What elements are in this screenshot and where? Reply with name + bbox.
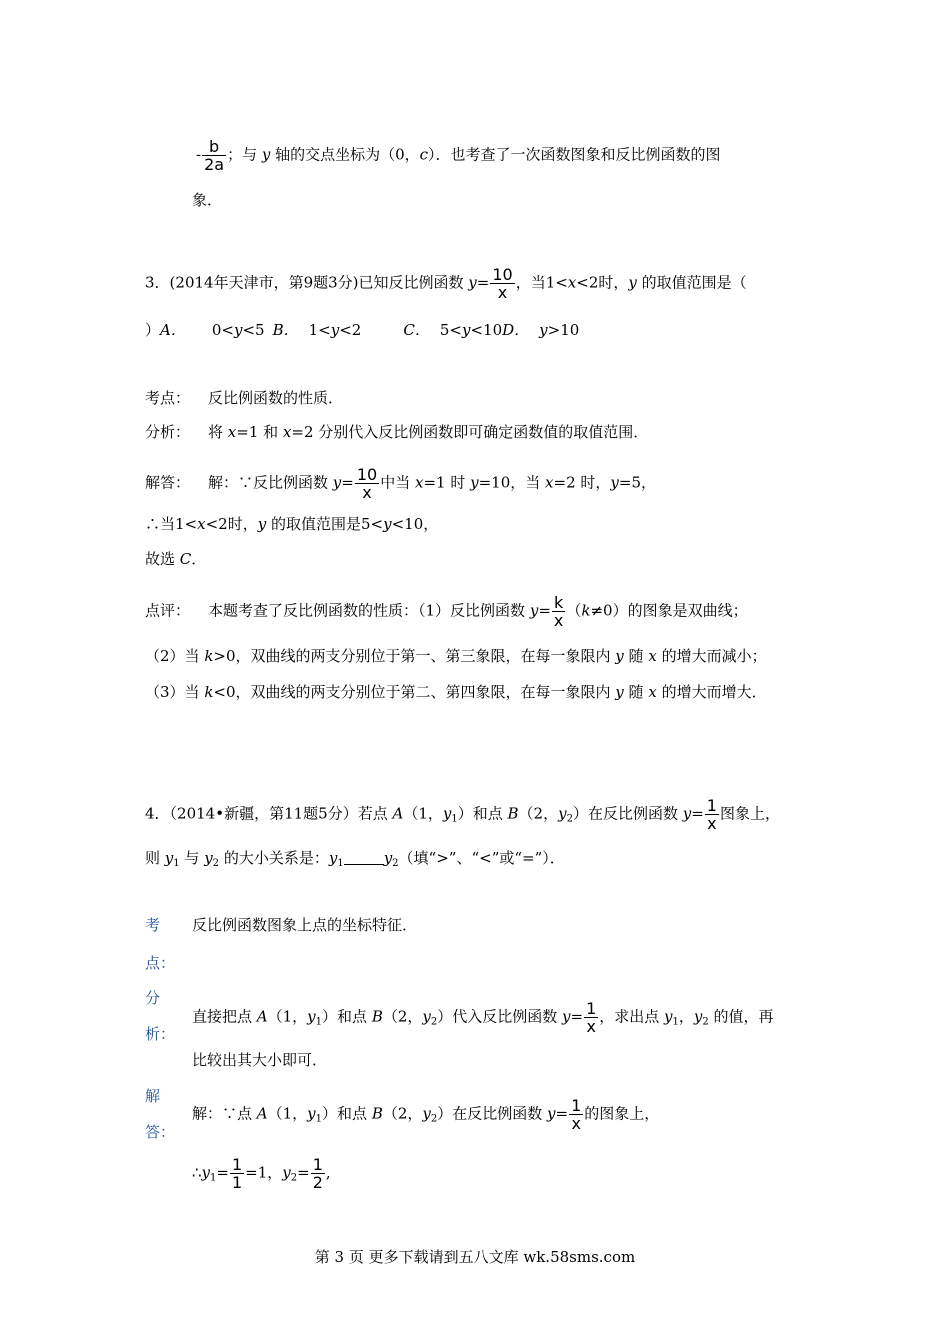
q4-kaodian: 反比例函数图象上点的坐标特征．	[192, 916, 418, 934]
q3-dianping-3: （3）当 k<0，双曲线的两支分别位于第二、第四象限，在每一象限内 y 随 x 的增大而增大．	[145, 683, 767, 701]
q4-jieda-2: $\therefore y_1=$ $\frac{1}{1}$ =1，$y_2=$ $\frac{1}{2}$ ,	[192, 1155, 331, 1192]
q3-stem: 3．(2014年天津市，第9题3分)已知反比例函数 y= $\frac{10}{x}$ ，当1<x<2时，y 的取值范围是（	[145, 265, 747, 302]
fraction-10-over-x-2: $\frac{10}{x}$	[356, 465, 378, 502]
fraction-1-over-x-3: $\frac{1}{x}$	[571, 1096, 582, 1133]
q4-kao-label-2: 点：	[145, 954, 176, 972]
q3-fenxi: 分析： 将 x=1 和 x=2 分别代入反比例函数即可确定函数值的取值范围．	[145, 423, 649, 441]
fraction-10-over-x: $\frac{10}{x}$	[492, 265, 513, 302]
prev-line-2: 象．	[192, 191, 223, 209]
q4-jieda: 解：∵点 A（1，$y_1$）和点 B（2，$y_2$）在反比例函数 y= $\frac{1}{x}$ 的图象上，	[192, 1096, 660, 1133]
q4-stem-2: 则 $y_1$ 与 $y_2$ 的大小关系是：$y_1$ $y_2$（填“>”、“<”或“=”）．	[145, 849, 565, 869]
fraction-k-over-x: $\frac{k}{x}$	[553, 593, 564, 630]
q3-jieda-2: ∴当1<x<2时，y 的取值范围是5<y<10，	[145, 515, 439, 533]
option-a-label: A．	[160, 321, 186, 339]
q3-jieda: 解答： 解：∵反比例函数 y= $\frac{10}{x}$ 中当 x=1 时 y=10，当 x=2 时，y=5，	[145, 465, 656, 502]
q4-jieda-label-2: 答：	[145, 1123, 176, 1141]
fraction-1-over-x: $\frac{1}{x}$	[706, 796, 717, 833]
option-c-label: C．	[403, 321, 430, 339]
q4-stem: 4．（2014•新疆，第11题5分）若点 A（1，$y_1$）和点 B（2，$y_2$）在反比例函数 y= $\frac{1}{x}$ 图象上，	[145, 796, 780, 833]
q4-kao-label-1: 考	[145, 916, 161, 934]
fraction-1-over-1: $\frac{1}{1}$	[231, 1155, 243, 1192]
q4-fenxi-label-1: 分	[145, 989, 161, 1007]
q4-fenxi-label-2: 析：	[145, 1025, 176, 1043]
q3-kaodian: 考点： 反比例函数的性质．	[145, 389, 344, 407]
q4-jieda-label-1: 解	[145, 1087, 161, 1105]
fraction-b-over-2a: $\frac{b}{2a}$	[204, 137, 225, 174]
q3-dianping: 点评： 本题考查了反比例函数的性质：（1）反比例函数 y= $\frac{k}{x}$ （k≠0）的图象是双曲线；	[145, 593, 748, 630]
q4-fenxi-2: 比较出其大小即可．	[192, 1051, 328, 1069]
answer-blank[interactable]	[344, 850, 384, 865]
prev-line-1: - $\frac{b}{2a}$ ；与 y 轴的交点坐标为（0，c）．也考查了一次函数图象和反比例函数的图	[196, 137, 721, 174]
option-d-label: D．	[502, 321, 530, 339]
q4-fenxi: 直接把点 A（1，$y_1$）和点 B（2，$y_2$）代入反比例函数 y= $\frac{1}{x}$ ，求出点 $y_1$，$y_2$ 的值，再	[192, 999, 774, 1036]
fraction-1-over-2: $\frac{1}{2}$	[312, 1155, 323, 1192]
q3-jieda-3: 故选 C．	[145, 550, 207, 568]
page-footer: 第 3 页 更多下载请到五八文库 wk.58sms.com	[314, 1248, 636, 1266]
q3-dianping-2: （2）当 k>0，双曲线的两支分别位于第一、第三象限，在每一象限内 y 随 x 的增大而减小；	[145, 647, 767, 665]
fraction-1-over-x-2: $\frac{1}{x}$	[586, 999, 597, 1036]
q3-options: ）A． 0<y<5 B． 1<y<2 C． 5<y<10D． y>10	[145, 321, 580, 339]
option-b-label: B．	[272, 321, 299, 339]
